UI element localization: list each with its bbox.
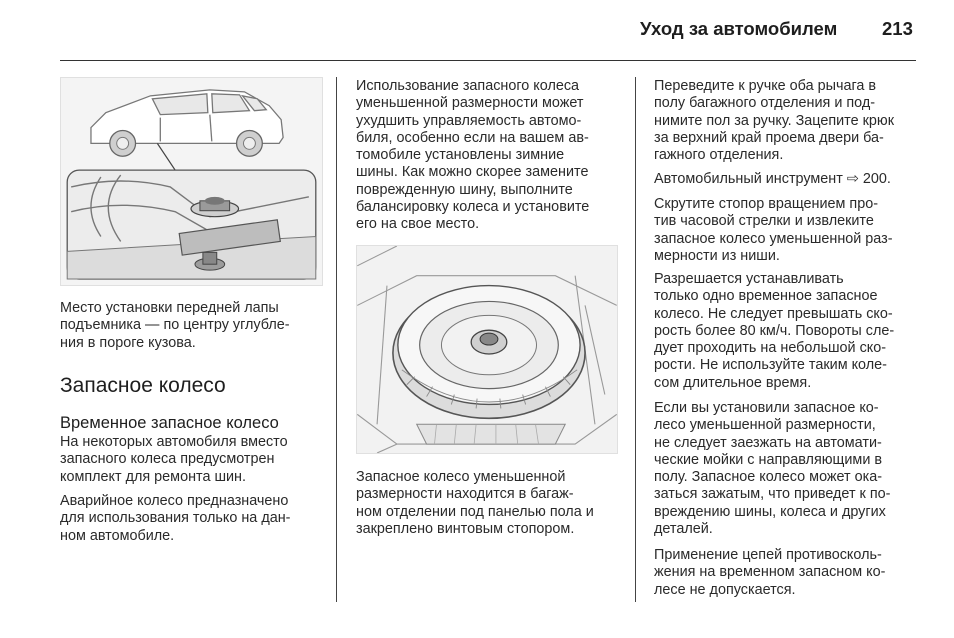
figure2-caption: Запасное колесо уменьшенной размерности находится в багаж- ном отделении под панелью пола и закреплено винтовым стопором. bbox=[356, 469, 594, 537]
paragraph: Разрешается устанавливать только одно временное запасное колесо. Не следует превышать ско- рость более 80 км/ч. Повороты сле- дует проходить на небольшой ско- рости. Не используйте таким коле- сом длительное время. bbox=[654, 271, 895, 391]
column-divider-2 bbox=[635, 77, 636, 602]
page-number: 213 bbox=[882, 18, 913, 39]
jack-point-illustration bbox=[60, 77, 323, 286]
paragraph: Скрутите стопор вращением про- тив часовой стрелки и извлеките запасное колесо уменьшенной раз- мерности из ниши. bbox=[654, 196, 893, 264]
section-title: Запасное колесо bbox=[60, 374, 226, 397]
subsection-title: Временное запасное колесо bbox=[60, 414, 279, 432]
paragraph: Использование запасного колеса уменьшенной размерности может ухудшить управляемость автомо- биля, особенно если на вашем ав- томобиле установлены зимние шины. Как можно скорее замените поврежденную шину, выполните балансировку колеса и установите его на свое место. bbox=[356, 78, 590, 233]
page-header-title: Уход за автомобилем bbox=[640, 18, 838, 39]
paragraph: Если вы установили запасное ко- лесо уменьшенной размерности, не следует заезжать на автомати- ческие мойки с направляющими в полу. Запасное колесо может ока- заться зажатым, что приведет к по- вреждению шины, колеса и других деталей. bbox=[654, 400, 891, 538]
paragraph: На некоторых автомобиля вместо запасного колеса предусмотрен комплект для ремонта шин. bbox=[60, 434, 288, 485]
paragraph: Применение цепей противосколь- жения на временном запасном ко- лесе не допускается. bbox=[654, 547, 886, 598]
paragraph: Переведите к ручке оба рычага в полу багажного отделения и под- нимите пол за ручку. Зацепите крюк за верхний край проема двери ба- гажного отделения. bbox=[654, 78, 894, 164]
cross-reference: Автомобильный инструмент ⇨ 200. bbox=[654, 171, 891, 187]
column-divider-1 bbox=[336, 77, 337, 602]
spare-wheel-illustration bbox=[356, 245, 618, 454]
figure1-caption: Место установки передней лапы подъемника — по центру углубле- ния в пороге кузова. bbox=[60, 300, 290, 351]
paragraph: Аварийное колесо предназначено для использования только на дан- ном автомобиле. bbox=[60, 493, 291, 544]
header-rule bbox=[60, 60, 916, 61]
